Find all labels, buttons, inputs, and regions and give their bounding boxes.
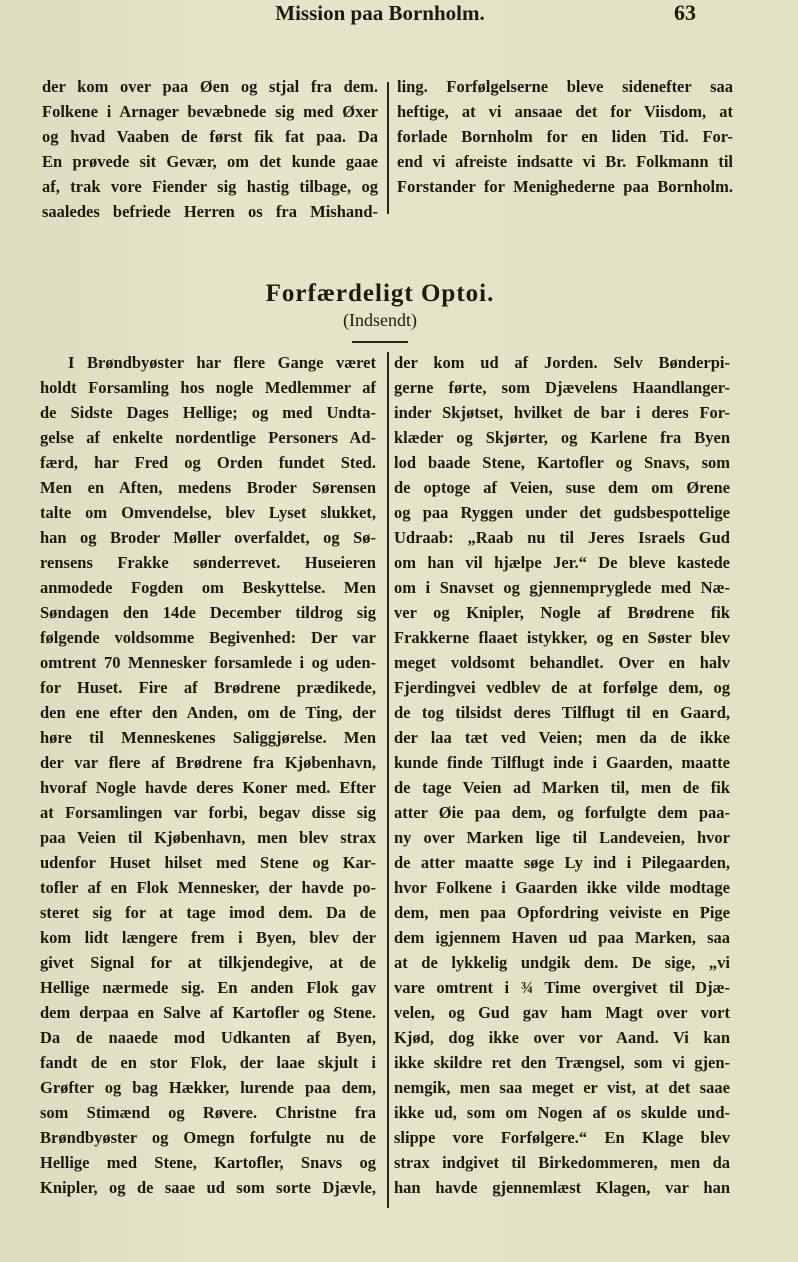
column-rule-top — [387, 82, 389, 214]
text-line: Knipler, og de saae ud som sorte Djævle, — [40, 1178, 376, 1197]
article-right-column — [394, 350, 730, 1200]
text-line: gelse af enkelte nordentlige Personers Ad- — [40, 428, 376, 447]
text-line: fandt de en stor Flok, der laae skjult i — [40, 1053, 376, 1072]
article-subtitle: (Indsendt) — [343, 310, 417, 330]
text-line: saaledes befriede Herren os fra Mishand- — [42, 202, 378, 221]
text-line: steret sig for at tage imod dem. Da de — [40, 903, 376, 922]
text-line: Kjød, dog ikke over vor Aand. Vi kan — [394, 1028, 730, 1047]
text-line: rensens Frakke sønderrevet. Huseieren — [40, 553, 376, 572]
text-line: at de lykkelig undgik dem. De sige, „vi — [394, 953, 730, 972]
running-title: Mission paa Bornholm. — [275, 1, 485, 25]
text-line: Grøfter og bag Hækker, lurende paa dem, — [40, 1078, 376, 1097]
text-line: Brøndbyøster og Omegn forfulgte nu de — [40, 1128, 376, 1147]
text-line: talte om Omvendelse, blev Lyset slukket, — [40, 503, 376, 522]
text-line: Fjerdingvei vedblev de at forfølge dem, og — [394, 678, 730, 697]
text-line: ny over Marken lige til Landeveien, hvor — [394, 828, 730, 847]
text-line: der kom over paa Øen og stjal fra dem. — [42, 77, 378, 96]
text-line: de tog tilsidst deres Tilflugt til en Gaard, — [394, 703, 730, 722]
text-line: hvor Folkene i Gaarden ikke vilde modtage — [394, 878, 730, 897]
text-line: velen, og Gud gav ham Magt over vort — [394, 1003, 730, 1022]
text-line: for Huset. Fire af Brødrene prædikede, — [40, 678, 376, 697]
text-line: Udraab: „Raab nu til Jeres Israels Gud — [394, 528, 730, 547]
text-line: paa Veien til Kjøbenhavn, men blev strax — [40, 828, 376, 847]
text-line: En prøvede sit Gevær, om det kunde gaae — [42, 152, 378, 171]
text-line: som Stimænd og Røvere. Christne fra — [40, 1103, 376, 1122]
text-line: forlade Bornholm for en liden Tid. For- — [397, 127, 733, 146]
text-line: nemgik, men saa meget er vist, at det saae — [394, 1078, 730, 1097]
text-line: ikke ud, som om Nogen af os skulde und- — [394, 1103, 730, 1122]
text-line: at Forsamlingen var forbi, begav disse sig — [40, 803, 376, 822]
column-rule-article — [387, 352, 389, 1208]
text-line: vare omtrent i ¾ Time overgivet til Djæ- — [394, 978, 730, 997]
text-line: ikke skildre ret den Trængsel, som vi gjen- — [394, 1053, 730, 1072]
text-line: kom lidt længere frem i Byen, blev der — [40, 928, 376, 947]
article-left-column — [40, 350, 376, 1200]
text-line: gerne førte, som Djævelens Haandlanger- — [394, 378, 730, 397]
top-left-column — [42, 74, 378, 224]
text-line: om i Snavset og gjennempryglede med Næ- — [394, 578, 730, 597]
text-line: end vi afreiste indsatte vi Br. Folkmann til — [397, 152, 733, 171]
text-line: slippe vore Forfølgere.“ En Klage blev — [394, 1128, 730, 1147]
text-line: Søndagen den 14de December tildrog sig — [40, 603, 376, 622]
text-line: Hellige med Stene, Kartofler, Snavs og — [40, 1153, 376, 1172]
text-line: han havde gjennemlæst Klagen, var han — [394, 1178, 730, 1197]
page-number: 63 — [674, 0, 696, 25]
text-line: inder Skjøtset, hvilket de bar i deres For- — [394, 403, 730, 422]
text-line: følgende voldsomme Begivenhed: Der var — [40, 628, 376, 647]
text-line: og paa Ryggen under det gudsbespottelige — [394, 503, 730, 522]
text-line: holdt Forsamling hos nogle Medlemmer af — [40, 378, 376, 397]
title-rule — [352, 341, 408, 343]
article-title: Forfærdeligt Optoi. — [265, 280, 495, 307]
text-line: færd, har Fred og Orden fundet Sted. — [40, 453, 376, 472]
text-line: meget voldsomt behandlet. Over en halv — [394, 653, 730, 672]
text-line: de atter maatte søge Ly ind i Pilegaarden, — [394, 853, 730, 872]
text-line: Da de naaede mod Udkanten af Byen, — [40, 1028, 376, 1047]
text-line: ling. Forfølgelserne bleve sidenefter saa — [397, 77, 733, 96]
text-line: Men en Aften, medens Broder Sørensen — [40, 478, 376, 497]
text-line: Folkene i Arnager bevæbnede sig med Øxer — [42, 102, 378, 121]
text-line: de tage Veien ad Marken til, men de fik — [394, 778, 730, 797]
text-line: og hvad Vaaben de først fik fat paa. Da — [42, 127, 378, 146]
text-line: af, trak vore Fiender sig hastig tilbage, og — [42, 177, 378, 196]
text-line: kunde finde Tilflugt inde i Gaarden, maatte — [394, 753, 730, 772]
text-line: Forstander for Menighederne paa Bornholm. — [397, 177, 733, 196]
text-line: ver og Knipler, Nogle af Brødrene fik — [394, 603, 730, 622]
text-line: de optoge af Veien, suse dem om Ørene — [394, 478, 730, 497]
text-line: om han vil hjælpe Jer.“ De bleve kastede — [394, 553, 730, 572]
text-line: givet Signal for at tilkjendegive, at de — [40, 953, 376, 972]
text-line: den ene efter den Anden, om de Ting, der — [40, 703, 376, 722]
text-line: der kom ud af Jorden. Selv Bønderpi- — [394, 353, 730, 372]
text-line: strax indgivet til Birkedommeren, men da — [394, 1153, 730, 1172]
text-line: de Sidste Dages Hellige; og med Undta- — [40, 403, 376, 422]
text-line: anmodede Fogden om Beskyttelse. Men — [40, 578, 376, 597]
text-line: I Brøndbyøster har flere Gange været — [68, 353, 376, 372]
text-line: dem igjennem Haven ud paa Marken, saa — [394, 928, 730, 947]
text-line: lod baade Stene, Kartofler og Snavs, som — [394, 453, 730, 472]
text-line: atter Øie paa dem, og forfulgte dem paa- — [394, 803, 730, 822]
text-line: heftige, at vi ansaae det for Viisdom, at — [397, 102, 733, 121]
text-line: dem, men paa Opfordring veiviste en Pige — [394, 903, 730, 922]
text-line: udenfor Huset hilset med Stene og Kar- — [40, 853, 376, 872]
text-line: der laa tæt ved Veien; men da de ikke — [394, 728, 730, 747]
text-line: Frakkerne flaaet istykker, og en Søster blev — [394, 628, 730, 647]
text-line: hvoraf Nogle havde deres Koner med. Efter — [40, 778, 376, 797]
text-line: høre til Menneskenes Saliggjørelse. Men — [40, 728, 376, 747]
text-line: Hellige nærmede sig. En anden Flok gav — [40, 978, 376, 997]
text-line: klæder og Skjørter, og Karlene fra Byen — [394, 428, 730, 447]
text-line: tofler af en Flok Mennesker, der havde po- — [40, 878, 376, 897]
text-line: dem derpaa en Salve af Kartofler og Stene. — [40, 1003, 376, 1022]
text-line: omtrent 70 Mennesker forsamlede i og uden- — [40, 653, 376, 672]
text-line: der var flere af Brødrene fra Kjøbenhavn, — [40, 753, 376, 772]
top-right-column — [397, 74, 733, 199]
text-line: han og Broder Møller overfaldet, og Sø- — [40, 528, 376, 547]
